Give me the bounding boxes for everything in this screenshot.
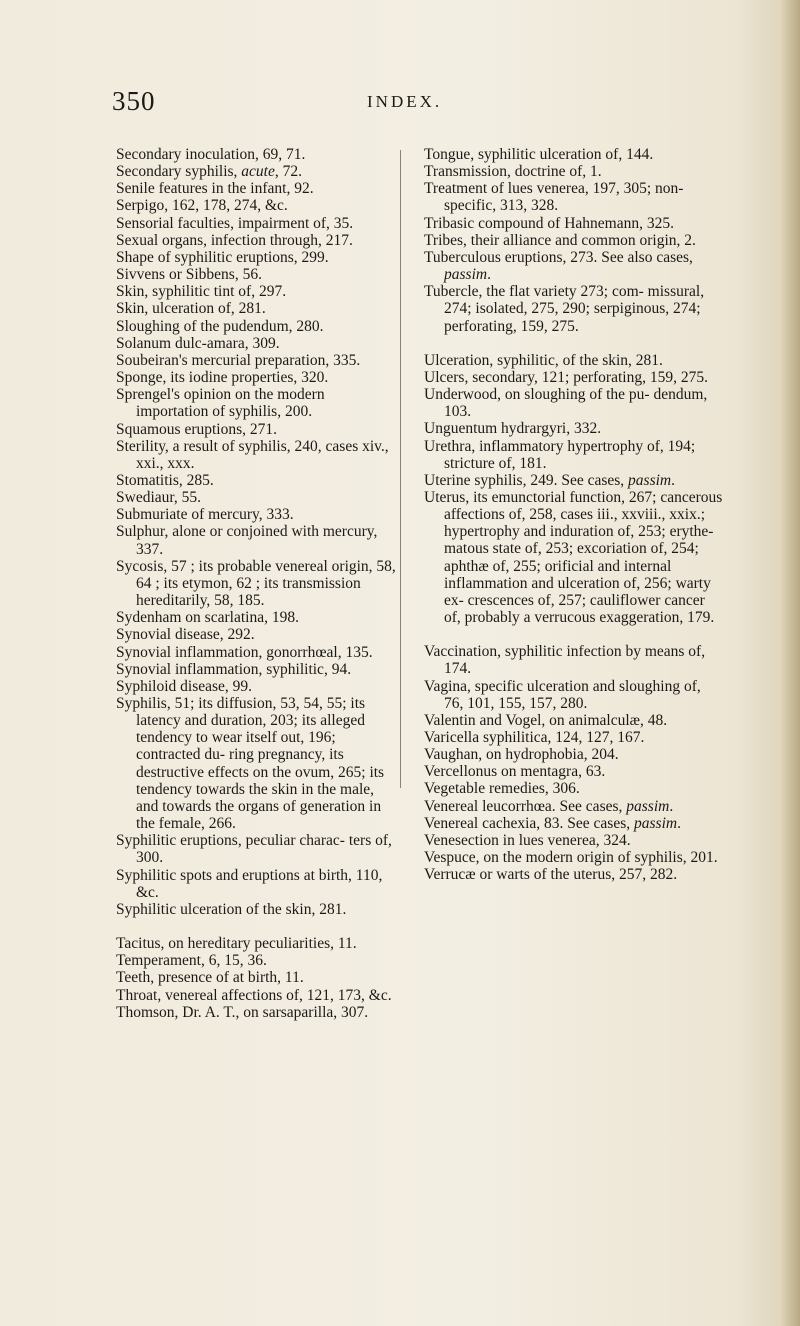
- index-entry-text: Soubeiran's mercurial preparation, 335.: [116, 351, 361, 369]
- index-entry: [116, 283, 398, 300]
- index-entry-text: Skin, syphilitic tint of, 297.: [116, 283, 287, 301]
- index-entry-text: Tongue, syphilitic ulceration of, 144.: [424, 146, 654, 163]
- index-entry: [116, 695, 398, 832]
- index-entry-text: Varicella syphilitica, 124, 127, 167.: [424, 729, 645, 746]
- index-entry-text: Venereal leucorrhœa. See cases,: [424, 797, 627, 815]
- index-entry-text: Vespuce, on the modern origin of syphilis, 201.: [424, 849, 718, 867]
- index-entry-text: Shape of syphilitic eruptions, 299.: [116, 248, 329, 266]
- index-entry: [116, 1004, 398, 1021]
- index-entry: [116, 438, 398, 472]
- index-entry-text: Urethra, inflammatory hypertrophy of, 194; stricture of, 181.: [424, 437, 696, 472]
- column-divider: [400, 150, 401, 788]
- index-entry-text: Syphilitic eruptions, peculiar charac- ters of, 300.: [116, 832, 392, 867]
- index-entry: [424, 386, 724, 420]
- index-entry-italic: passim: [634, 814, 678, 832]
- index-entry: [116, 969, 398, 986]
- index-entry-text: Sterility, a result of syphilis, 240, cases xiv., xxi., xxx.: [116, 437, 389, 472]
- index-entry-text: Thomson, Dr. A. T., on sarsaparilla, 307.: [116, 1003, 369, 1021]
- index-entry: [424, 798, 724, 815]
- index-entry-text: Tribasic compound of Hahnemann, 325.: [424, 214, 674, 232]
- index-entry-text: Ulcers, secondary, 121; perforating, 159, 275.: [424, 368, 708, 386]
- index-entry: [116, 369, 398, 386]
- index-entry-text: Secondary syphilis,: [116, 163, 242, 181]
- index-entry: [424, 146, 724, 163]
- index-entry-text: Underwood, on sloughing of the pu- dendum, 103.: [424, 386, 708, 421]
- index-entry-text: Skin, ulceration of, 281.: [116, 300, 266, 318]
- index-entry-text: Sensorial faculties, impairment of, 35.: [116, 214, 354, 232]
- index-entry: [116, 197, 398, 214]
- index-entry-text: Senile features in the infant, 92.: [116, 180, 314, 198]
- index-entry-text: Vaccination, syphilitic infection by means of, 174.: [424, 643, 706, 678]
- index-entry: [424, 352, 724, 369]
- index-entry-text: Syphilitic spots and eruptions at birth, 110, &c.: [116, 866, 383, 901]
- index-entry: [116, 232, 398, 249]
- index-entry-text: Vercellonus on mentagra, 63.: [424, 763, 606, 781]
- index-entry-suffix: .: [487, 266, 491, 284]
- index-entry: [424, 489, 724, 626]
- index-entry-italic: passim: [444, 266, 488, 284]
- index-entry: [116, 901, 398, 918]
- index-entry-text: Ulceration, syphilitic, of the skin, 281.: [424, 351, 663, 369]
- index-entry: [116, 558, 398, 609]
- index-entry-suffix: .: [671, 471, 675, 489]
- index-entry-text: Syphilis, 51; its diffusion, 53, 54, 55; its latency and duration, 203; its alleged tendency to wear itself out, 196; contracted du- ring pregnancy, its destructive effects on the ovum, 265; its tendency towards the skin in the male, and towards the organs of generation in the female, 266.: [116, 695, 385, 833]
- index-entry: [424, 780, 724, 797]
- index-entry-text: Vagina, specific ulceration and sloughing of, 76, 101, 155, 157, 280.: [424, 677, 701, 712]
- index-entry-italic: passim: [628, 471, 672, 489]
- index-entry: [116, 935, 398, 952]
- index-entry: [424, 832, 724, 849]
- index-entry-text: Uterine syphilis, 249. See cases,: [424, 471, 629, 489]
- index-entry: [116, 472, 398, 489]
- index-entry: [116, 489, 398, 506]
- index-entry: [116, 609, 398, 626]
- index-entry-italic: passim: [626, 797, 670, 815]
- page-header: [112, 86, 742, 126]
- index-entry: [116, 867, 398, 901]
- index-entry-text: Verrucæ or warts of the uterus, 257, 282.: [424, 866, 678, 884]
- index-entry: [116, 249, 398, 266]
- index-entry: [424, 866, 724, 883]
- index-entry-text: Sydenham on scarlatina, 198.: [116, 609, 299, 627]
- index-column-right: [424, 146, 724, 883]
- index-entry-text: Tribes, their alliance and common origin, 2.: [424, 231, 696, 249]
- index-entry: [116, 506, 398, 523]
- index-entry: [424, 369, 724, 386]
- index-entry-suffix: .: [677, 814, 681, 832]
- index-entry-text: Syphiloid disease, 99.: [116, 677, 253, 695]
- index-entry-text: Sexual organs, infection through, 217.: [116, 231, 353, 249]
- index-entry: [116, 626, 398, 643]
- index-entry-suffix: .: [669, 797, 674, 815]
- index-entry: [116, 180, 398, 197]
- index-entry: [424, 815, 724, 832]
- index-entry-text: Uterus, its emunctorial function, 267; cancerous affections of, 258, cases iii., xxviii., xxix.; hypertrophy and induration of, 253; erythe- matous state of, 253; excoriation of, 254; aphthæ of, 255; orificial and internal inflammation and ulceration of, 256; warty ex- crescences of, 257; cauliflower cancer of, probably a verrucous exaggeration, 179.: [424, 488, 723, 627]
- index-entry: [424, 849, 724, 866]
- index-entry-text: Valentin and Vogel, on animalculæ, 48.: [424, 711, 668, 729]
- index-entry-text: Temperament, 6, 15, 36.: [116, 952, 267, 970]
- index-entry: [116, 318, 398, 335]
- index-entry-text: Syphilitic ulceration of the skin, 281.: [116, 900, 347, 918]
- index-entry: [116, 421, 398, 438]
- index-entry-text: Vegetable remedies, 306.: [424, 780, 580, 798]
- index-entry: [116, 523, 398, 557]
- index-entry: [424, 712, 724, 729]
- index-entry: [424, 643, 724, 677]
- index-entry: [116, 266, 398, 283]
- index-entry-text: Treatment of lues venerea, 197, 305; non-specific, 313, 328.: [424, 180, 684, 215]
- page-number: 350: [112, 86, 156, 116]
- index-entry-text: Serpigo, 162, 178, 274, &c.: [116, 197, 288, 215]
- index-entry-text: Sloughing of the pudendum, 280.: [116, 317, 324, 335]
- index-entry: [424, 438, 724, 472]
- index-entry-text: Secondary inoculation, 69, 71.: [116, 146, 306, 163]
- index-entry: [424, 746, 724, 763]
- index-entry: [116, 987, 398, 1004]
- index-entry: [116, 386, 398, 420]
- index-entry-text: Tuberculous eruptions, 273. See also cases,: [424, 248, 693, 266]
- index-entry-text: Unguentum hydrargyri, 332.: [424, 420, 602, 438]
- index-entry-text: Vaughan, on hydrophobia, 204.: [424, 746, 619, 764]
- index-entry-text: Submuriate of mercury, 333.: [116, 506, 294, 524]
- index-entry: [116, 335, 398, 352]
- index-entry-suffix: , 72.: [274, 163, 302, 181]
- index-entry-text: Swediaur, 55.: [116, 489, 202, 507]
- index-entry: [116, 661, 398, 678]
- index-entry: [424, 232, 724, 249]
- index-entry-text: Synovial disease, 292.: [116, 626, 255, 644]
- index-entry-text: Throat, venereal affections of, 121, 173, &c.: [116, 986, 392, 1004]
- index-entry-text: Sulphur, alone or conjoined with mercury, 337.: [116, 523, 378, 558]
- page-edge-shadow: [778, 0, 800, 1326]
- index-entry-text: Teeth, presence of at birth, 11.: [116, 969, 304, 987]
- index-entry-text: Synovial inflammation, syphilitic, 94.: [116, 660, 352, 678]
- index-entry: [116, 163, 398, 180]
- index-entry-text: Synovial inflammation, gonorrhœal, 135.: [116, 643, 373, 661]
- index-entry-text: Sivvens or Sibbens, 56.: [116, 266, 262, 284]
- index-entry: [424, 729, 724, 746]
- index-entry: [116, 352, 398, 369]
- index-entry: [424, 420, 724, 437]
- index-column-left: [116, 146, 398, 1021]
- index-entry-text: Sycosis, 57 ; its probable venereal origin, 58, 64 ; its etymon, 62 ; its transmission hereditarily, 58, 185.: [116, 557, 396, 610]
- index-entry: [424, 472, 724, 489]
- index-entry: [424, 678, 724, 712]
- index-entry: [424, 215, 724, 232]
- index-entry-text: Sponge, its iodine properties, 320.: [116, 369, 329, 387]
- index-entry: [116, 678, 398, 695]
- index-entry: [424, 180, 724, 214]
- index-entry: [116, 215, 398, 232]
- index-entry: [424, 249, 724, 283]
- index-entry-text: Tubercle, the flat variety 273; com- missural, 274; isolated, 275, 290; serpiginous, 274; perforating, 159, 275.: [424, 283, 705, 335]
- index-entry: [116, 952, 398, 969]
- index-entry-text: Solanum dulc-amara, 309.: [116, 334, 280, 352]
- index-entry: [424, 163, 724, 180]
- index-entry-text: Venereal cachexia, 83. See cases,: [424, 814, 634, 832]
- index-entry: [116, 300, 398, 317]
- index-entry-text: Venesection in lues venerea, 324.: [424, 831, 631, 849]
- index-entry: [116, 644, 398, 661]
- index-entry-text: Sprengel's opinion on the modern importation of syphilis, 200.: [116, 386, 325, 421]
- index-entry-text: Stomatitis, 285.: [116, 471, 214, 489]
- index-entry: [424, 283, 724, 334]
- index-entry: [424, 763, 724, 780]
- index-entry: [116, 146, 398, 163]
- index-entry-text: Squamous eruptions, 271.: [116, 420, 278, 438]
- index-entry-text: Tacitus, on hereditary peculiarities, 11.: [116, 935, 357, 953]
- index-entry: [116, 832, 398, 866]
- index-entry-italic: acute: [241, 163, 275, 181]
- index-entry-text: Transmission, doctrine of, 1.: [424, 163, 602, 181]
- running-head: INDEX.: [367, 92, 443, 111]
